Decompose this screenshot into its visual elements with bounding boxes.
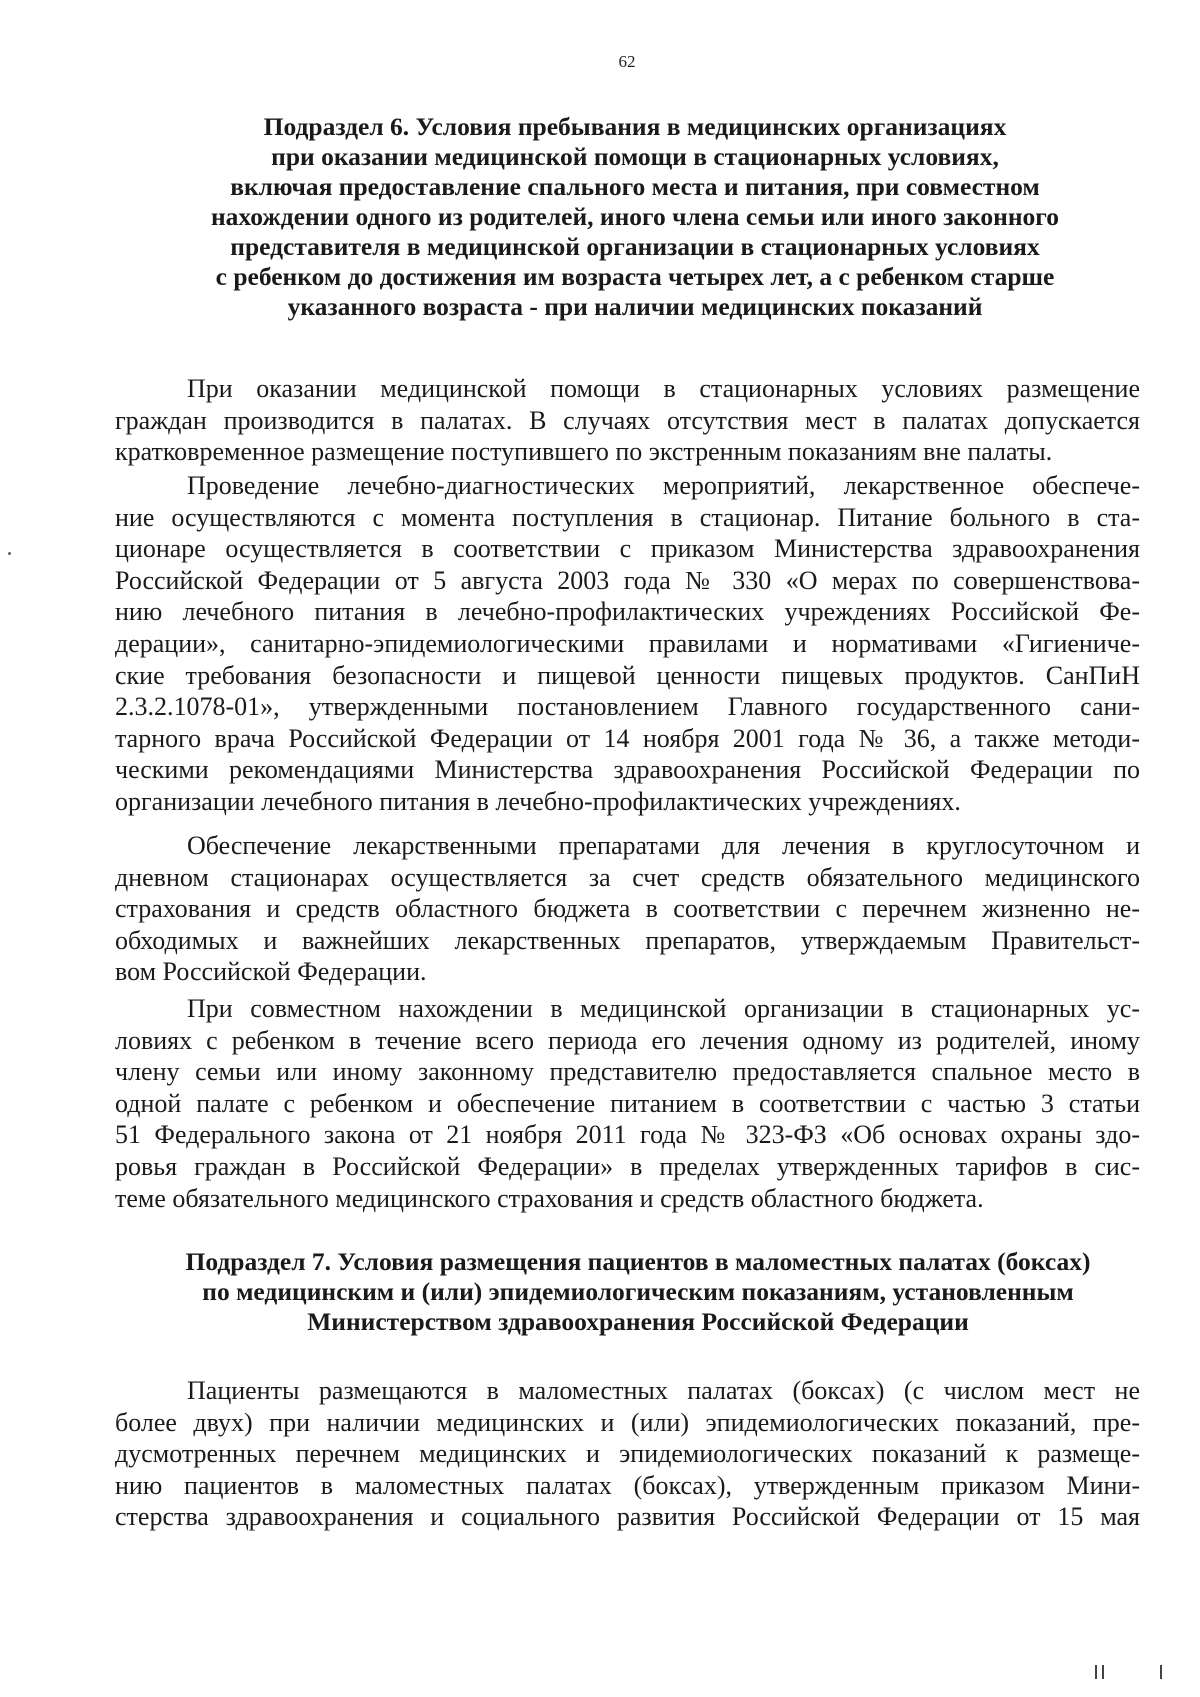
paragraph-line: теме обязательного медицинского страхования и средств областного бюджета. (115, 1183, 984, 1213)
page-number: 62 (618, 52, 636, 71)
paragraph-line: Проведение лечебно-диагностических мероприятий, лекарственное обеспече- (187, 471, 1140, 500)
scan-mark (1095, 1665, 1097, 1679)
paragraph-line: обходимых и важнейших лекарственных препаратов, утверждаемым Правительст- (115, 925, 1140, 955)
paragraph-line: организации лечебного питания в лечебно-профилактических учреждениях. (115, 786, 961, 816)
paragraph-line: ческими рекомендациями Министерства здравоохранения Российской Федерации по (115, 755, 1140, 785)
heading-line: нахождении одного из родителей, иного члена семьи или иного законного (210, 202, 1060, 231)
paragraph-line: При оказании медицинской помощи в стационарных условиях размещение (187, 374, 1140, 403)
paragraph-line: ловиях с ребенком в течение всего периода его лечения одному из родителей, иному (115, 1025, 1140, 1055)
section-7-paragraph-1 (115, 1375, 1140, 1533)
heading-line: Министерством здравоохранения Российской Федерации (307, 1307, 969, 1336)
paragraph-line: При совместном нахождении в медицинской организации в стационарных ус- (187, 994, 1140, 1023)
paragraph-line: ние осуществляются с момента поступления в стационар. Питание больного в ста- (115, 502, 1140, 532)
heading-line: указанного возраста - при наличии медицинских показаний (287, 292, 983, 321)
paragraph-line: более двух) при наличии медицинских и (или) эпидемиологических показаний, пре- (115, 1407, 1140, 1437)
paragraph-line: дусмотренных перечнем медицинских и эпидемиологических показаний к размеще- (115, 1439, 1140, 1469)
section-6-paragraph-4 (115, 993, 1140, 1214)
paragraph-line: нию пациентов в маломестных палатах (боксах), утвержденным приказом Мини- (115, 1470, 1140, 1500)
paragraph-line: Обеспечение лекарственными препаратами для лечения в круглосуточном и (187, 831, 1140, 860)
paragraph-line: кратковременное размещение поступившего по экстренным показаниям вне палаты. (115, 437, 1053, 467)
paragraph-line: дневном стационарах осуществляется за счет средств обязательного медицинского (115, 862, 1140, 892)
paragraph-line: Пациенты размещаются в маломестных палатах (боксах) (с числом мест не (187, 1376, 1140, 1405)
section-6-paragraph-1 (115, 373, 1140, 468)
paragraph-line: нию лечебного питания в лечебно-профилактических учреждениях Российской Фе- (115, 597, 1140, 627)
paragraph-line: ские требования безопасности и пищевой ценности пищевых продуктов. СанПиН (115, 660, 1140, 690)
section-7-heading (118, 1247, 1158, 1337)
paragraph-line: ционаре осуществляется в соответствии с приказом Министерства здравоохранения (115, 534, 1140, 564)
paragraph-line: вом Российской Федерации. (115, 957, 427, 987)
paragraph-line: 51 Федерального закона от 21 ноября 2011 года № 323-ФЗ «Об основах охраны здо- (115, 1120, 1140, 1150)
paragraph-line: граждан производится в палатах. В случаях отсутствия мест в палатах допускается (115, 405, 1140, 435)
section-6-paragraph-3 (115, 830, 1140, 988)
paragraph-line: 2.3.2.1078-01», утвержденными постановлением Главного государственного сани- (115, 692, 1140, 722)
section-6-paragraph-2 (115, 470, 1140, 818)
scan-mark (1160, 1665, 1162, 1679)
paragraph-line: одной палате с ребенком и обеспечение питанием в соответствии с частью 3 статьи (115, 1088, 1140, 1118)
heading-line: Подраздел 6. Условия пребывания в медицинских организациях (263, 112, 1007, 141)
heading-line: представителя в медицинской организации в стационарных условиях (230, 232, 1040, 261)
paragraph-line: Российской Федерации от 5 августа 2003 года № 330 «О мерах по совершенствова- (115, 565, 1140, 595)
heading-line: Подраздел 7. Условия размещения пациентов в маломестных палатах (боксах) (185, 1247, 1091, 1276)
heading-line: включая предоставление спального места и питания, при совместном (230, 172, 1040, 201)
paragraph-line: тарного врача Российской Федерации от 14 ноября 2001 года № 36, а также методи- (115, 723, 1140, 753)
paragraph-line: страхования и средств областного бюджета в соответствии с перечнем жизненно не- (115, 894, 1140, 924)
heading-line: с ребенком до достижения им возраста четырех лет, а с ребенком старше (215, 262, 1055, 291)
scan-mark (1102, 1665, 1104, 1679)
paragraph-line: стерства здравоохранения и социального развития Российской Федерации от 15 мая (115, 1502, 1140, 1532)
paragraph-line: члену семьи или иному законному представителю предоставляется спальное место в (115, 1057, 1140, 1087)
paragraph-line: ровья граждан в Российской Федерации» в пределах утвержденных тарифов в сис- (115, 1151, 1140, 1181)
heading-line: при оказании медицинской помощи в стационарных условиях, (271, 142, 999, 171)
scan-speck (8, 552, 11, 555)
paragraph-line: дерации», санитарно-эпидемиологическими правилами и нормативами «Гигиениче- (115, 628, 1140, 658)
section-6-heading (120, 112, 1150, 322)
heading-line: по медицинским и (или) эпидемиологическим показаниям, установленным (202, 1277, 1074, 1306)
